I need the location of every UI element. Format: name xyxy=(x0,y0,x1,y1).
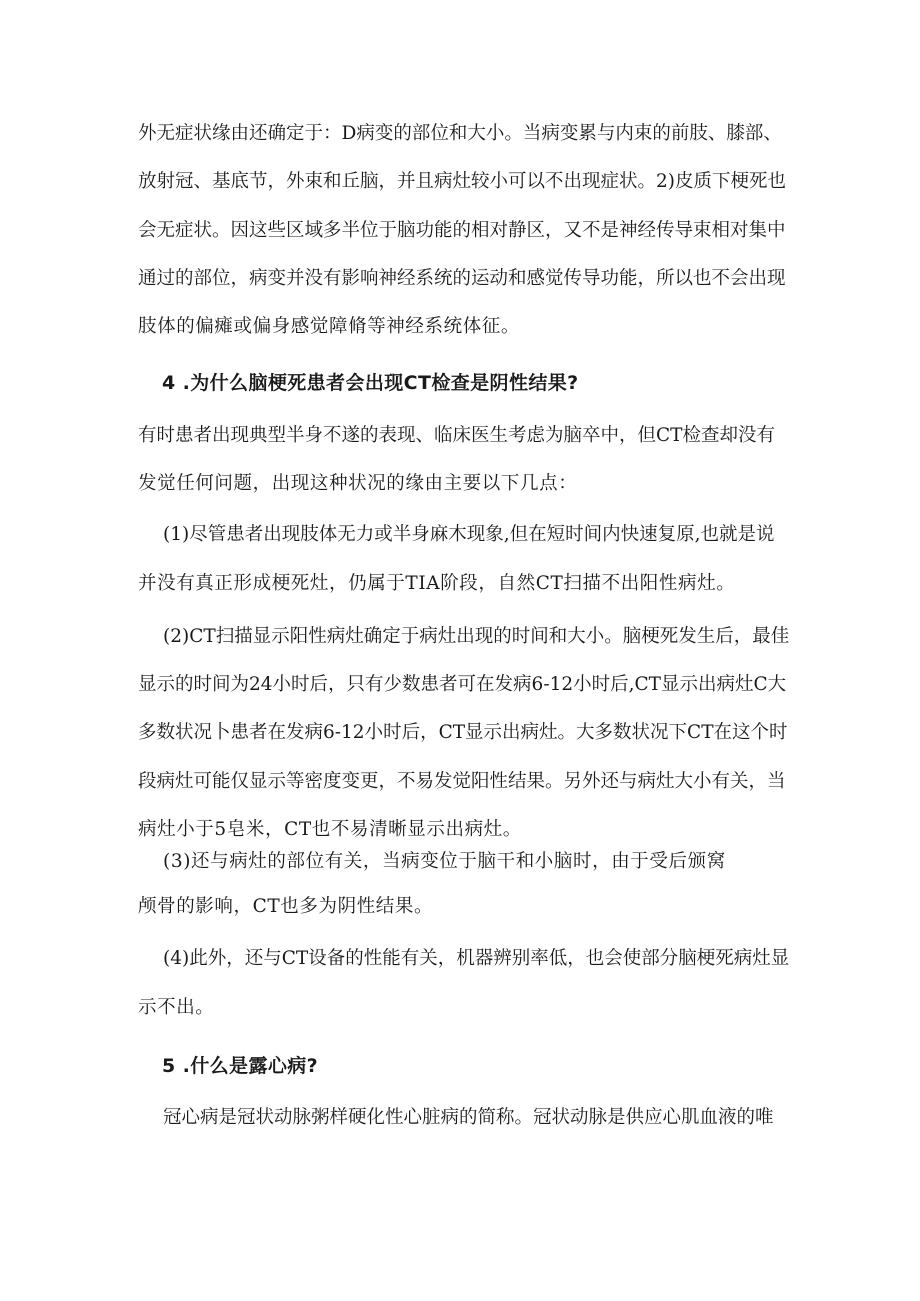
point-2-line-4: 段病灶可能仅显示等密度变更，不易发觉阳性结果。另外还与病灶大小有关，当 xyxy=(138,771,786,792)
point-2-line-3: 多数状况卜患者在发病6-12小时后，CT显示出病灶。大多数状况下CT在这个时 xyxy=(138,722,788,743)
point-3-line-2: 颅骨的影响，CT也多为阴性结果。 xyxy=(138,896,434,917)
section-5-line-1: 冠心病是冠状动脉粥样硬化性心脏病的简称。冠状动脉是供应心肌血液的唯 xyxy=(163,1107,774,1128)
point-3-line-1: (3)还与病灶的部位有关，当病变位于脑干和小脑时，由于受后颁窝 xyxy=(163,851,726,872)
intro-line-4: 通过的部位，病变并没有影响神经系统的运动和感觉传导功能，所以也不会出现 xyxy=(138,268,786,289)
point-2-line-1: (2)CT扫描显示阳性病灶确定于病灶出现的时间和大小。脑梗死发生后，最佳 xyxy=(163,626,790,647)
point-2-line-5: 病灶小于5皂米，CT也不易清晰显示出病灶。 xyxy=(138,819,522,840)
intro-line-1: 外无症状缘由还确定于：D病变的部位和大小。当病变累与内束的前肢、膝部、 xyxy=(138,123,782,144)
point-4-line-2: 示不出。 xyxy=(138,997,215,1018)
section-5-heading: 5 .什么是露心病? xyxy=(162,1055,319,1077)
intro-line-2: 放射冠、基底节，外束和丘脑，并且病灶较小可以不出现症状。2)皮质下梗死也 xyxy=(138,171,786,192)
point-2-line-2: 显示的时间为24小时后，只有少数患者可在发病6-12小时后,CT显示出病灶C大 xyxy=(138,674,787,695)
point-4-line-1: (4)此外，还与CT设备的性能有关，机器辨别率低，也会使部分脑梗死病灶显 xyxy=(163,948,790,969)
point-1-line-2: 并没有真正形成梗死灶，仍属于TIA阶段，自然CT扫描不出阳性病灶。 xyxy=(138,573,736,594)
section-4-intro-line-2: 发觉任何问题，出现这种状况的缘由主要以下几点： xyxy=(138,473,578,494)
section-4-intro-line-1: 有时患者出现典型半身不遂的表现、临床医生考虑为脑卒中，但CT检查却没有 xyxy=(138,425,775,446)
intro-line-5: 肢体的偏瘫或偏身感觉障脩等神经系统体征。 xyxy=(138,316,521,337)
section-4-heading: 4 .为什么脑梗死患者会出现CT检查是阴性结果? xyxy=(162,372,579,394)
intro-line-3: 会无症状。因这些区域多半位于脑功能的相对静区，又不是神经传导束相对集中 xyxy=(138,220,786,241)
point-1-line-1: (1)尽管患者出现肢体无力或半身麻木现象,但在短时间内快速复原,也就是说 xyxy=(163,524,775,545)
